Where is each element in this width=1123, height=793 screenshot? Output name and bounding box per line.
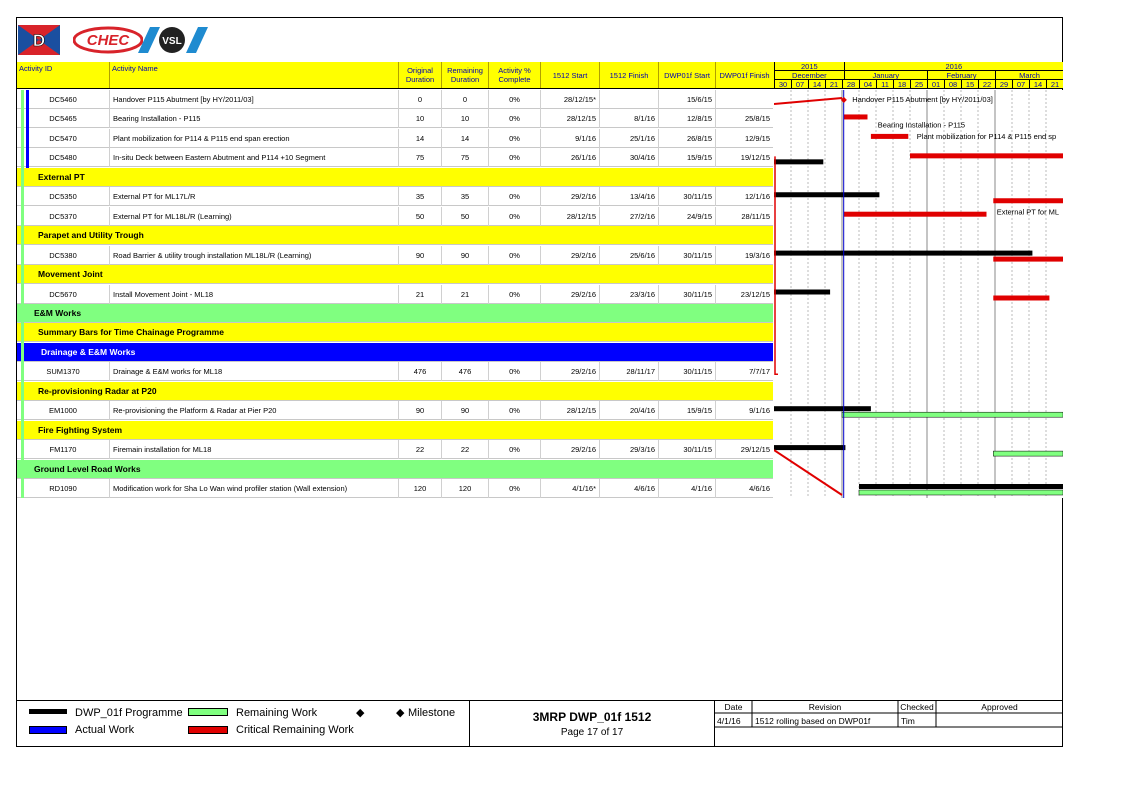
dwp-finish bbox=[715, 90, 773, 109]
start-1512: 28/12/15 bbox=[540, 207, 599, 226]
start-1512: 9/1/16 bbox=[540, 129, 599, 148]
start-1512: 29/2/16 bbox=[540, 187, 599, 206]
start-1512: 28/12/15 bbox=[540, 401, 599, 420]
group-header-row[interactable] bbox=[17, 304, 773, 323]
group-header-row[interactable] bbox=[17, 421, 773, 440]
group-title: E&M Works bbox=[34, 307, 82, 318]
chec-logo bbox=[73, 25, 143, 55]
finish-1512 bbox=[599, 90, 658, 109]
start-1512: 28/12/15 bbox=[540, 109, 599, 128]
activity-name: Road Barrier & utility trough installation ML18L/R (Learning) bbox=[109, 246, 398, 265]
group-header-row[interactable] bbox=[17, 343, 773, 362]
group-title: Re-provisioning Radar at P20 bbox=[38, 385, 157, 396]
activity-name: External PT for ML17L/R bbox=[109, 187, 398, 206]
activity-name: External PT for ML18L/R (Learning) bbox=[109, 207, 398, 226]
percent-complete: 0% bbox=[488, 401, 540, 420]
table-row[interactable] bbox=[17, 207, 773, 226]
remaining-duration: 14 bbox=[441, 129, 488, 148]
week-14: 07 bbox=[1012, 80, 1029, 89]
legend-critical-label: Critical Remaining Work bbox=[236, 724, 354, 736]
original-duration: 50 bbox=[398, 207, 441, 226]
activity-name: Install Movement Joint - ML18 bbox=[109, 285, 398, 304]
table-row[interactable] bbox=[17, 362, 773, 381]
page-number: Page 17 of 17 bbox=[560, 727, 624, 738]
gantt-bar-label: Plant mobilization for P114 & P115 end sp bbox=[916, 131, 1057, 141]
group-title: Drainage & E&M Works bbox=[41, 346, 136, 357]
start-1512: 29/2/16 bbox=[540, 362, 599, 381]
legend-dwp-swatch bbox=[29, 709, 67, 714]
remaining-duration: 476 bbox=[441, 362, 488, 381]
remaining-duration: 90 bbox=[441, 401, 488, 420]
group-title: Summary Bars for Time Chainage Programme bbox=[38, 327, 224, 338]
finish-1512: 13/4/16 bbox=[599, 187, 658, 206]
activity-name: In-situ Deck between Eastern Abutment and P114 +10 Segment bbox=[109, 148, 398, 167]
group-title: Parapet and Utility Trough bbox=[38, 230, 144, 241]
original-duration: 14 bbox=[398, 129, 441, 148]
gantt-bar bbox=[844, 114, 868, 119]
year-2015: 2015 bbox=[774, 62, 844, 71]
week-15: 14 bbox=[1029, 80, 1046, 89]
finish-1512: 20/4/16 bbox=[599, 401, 658, 420]
gantt-bar bbox=[774, 290, 830, 295]
week-1: 07 bbox=[791, 80, 808, 89]
finish-1512: 25/6/16 bbox=[599, 246, 658, 265]
svg-text:VSL: VSL bbox=[162, 36, 182, 47]
dwp-start: 12/8/15 bbox=[658, 109, 715, 128]
activity-id: DC5350 bbox=[49, 192, 77, 202]
remaining-duration: 22 bbox=[441, 440, 488, 459]
gantt-bar-label: Handover P115 Abutment [by HY/2011/03] bbox=[852, 95, 993, 104]
legend-remaining-label: Remaining Work bbox=[236, 707, 318, 719]
gantt-bar bbox=[993, 296, 1049, 301]
remaining-duration: 75 bbox=[441, 148, 488, 167]
col-dwp01f-finish[interactable]: DWP01f Finish bbox=[715, 62, 773, 88]
group-header-row[interactable] bbox=[17, 226, 773, 245]
month-3: March bbox=[995, 71, 1063, 80]
legend-milestone-label: Milestone bbox=[408, 707, 456, 719]
gantt-bar-label: External PT for ML bbox=[996, 207, 1060, 217]
gantt-bar bbox=[993, 198, 1063, 203]
dwp-finish: 4/6/16 bbox=[715, 479, 773, 498]
group-header-row[interactable] bbox=[17, 382, 773, 401]
original-duration: 22 bbox=[398, 440, 441, 459]
group-title: Fire Fighting System bbox=[38, 424, 123, 435]
activity-name: Drainage & E&M works for ML18 bbox=[109, 362, 398, 381]
revision-date: 4/1/16 bbox=[717, 716, 741, 726]
gantt-bar bbox=[774, 159, 823, 164]
percent-complete: 0% bbox=[488, 187, 540, 206]
gantt-bar bbox=[844, 212, 987, 217]
group-header-row[interactable] bbox=[17, 265, 773, 284]
group-header-row[interactable] bbox=[17, 323, 773, 342]
dwp-start: 15/6/15 bbox=[658, 90, 715, 109]
revision-description: 1512 rolling based on DWP01f bbox=[755, 716, 871, 726]
remaining-duration: 10 bbox=[441, 109, 488, 128]
activity-name: Modification work for Sha Lo Wan wind profiler station (Wall extension) bbox=[109, 479, 398, 498]
week-0: 30 bbox=[774, 80, 791, 89]
activity-name: Firemain installation for ML18 bbox=[109, 440, 398, 459]
month-2: February bbox=[927, 71, 995, 80]
activity-id: DC5480 bbox=[49, 153, 77, 163]
activity-id: DC5370 bbox=[49, 211, 77, 221]
month-1: January bbox=[844, 71, 927, 80]
revision-checked: Tim bbox=[901, 716, 915, 726]
legend-remaining-swatch bbox=[188, 708, 228, 716]
week-5: 04 bbox=[859, 80, 876, 89]
approved-header: Approved bbox=[981, 702, 1018, 712]
gantt-bar bbox=[993, 257, 1063, 262]
table-row[interactable] bbox=[17, 187, 773, 206]
legend-dwp-label: DWP_01f Programme bbox=[75, 707, 183, 719]
original-duration: 21 bbox=[398, 285, 441, 304]
original-duration: 90 bbox=[398, 401, 441, 420]
date-header: Date bbox=[724, 702, 743, 712]
week-3: 21 bbox=[825, 80, 842, 89]
table-row[interactable] bbox=[17, 479, 773, 498]
dwp-finish: 29/12/15 bbox=[715, 440, 773, 459]
week-7: 18 bbox=[893, 80, 910, 89]
month-0: December bbox=[774, 71, 844, 80]
activity-name: Handover P115 Abutment [by HY/2011/03] bbox=[109, 90, 398, 109]
gantt-bar-label: Bearing Installation - P115 bbox=[877, 120, 966, 130]
table-row[interactable] bbox=[17, 440, 773, 459]
week-10: 08 bbox=[944, 80, 961, 89]
finish-1512: 30/4/16 bbox=[599, 148, 658, 167]
revision-header: Revision bbox=[808, 702, 842, 712]
svg-text:D: D bbox=[32, 31, 46, 50]
col-original-duration[interactable]: Original Duration bbox=[398, 62, 441, 88]
year-2016: 2016 bbox=[844, 62, 1063, 71]
gantt-bar bbox=[774, 251, 1032, 256]
activity-id: DC5380 bbox=[49, 250, 77, 260]
dwp-finish: 19/12/15 bbox=[715, 148, 773, 167]
col-1512-finish[interactable]: 1512 Finish bbox=[599, 62, 658, 88]
dwp-start: 30/11/15 bbox=[658, 285, 715, 304]
group-title: Movement Joint bbox=[38, 269, 103, 280]
gantt-bar bbox=[774, 192, 879, 197]
finish-1512: 27/2/16 bbox=[599, 207, 658, 226]
activity-id: FM1170 bbox=[49, 445, 77, 455]
remaining-duration: 120 bbox=[441, 479, 488, 498]
finish-1512: 25/1/16 bbox=[599, 129, 658, 148]
dwp-start: 30/11/15 bbox=[658, 362, 715, 381]
svg-text:CHEC: CHEC bbox=[86, 32, 130, 49]
remaining-duration: 90 bbox=[441, 246, 488, 265]
table-row[interactable] bbox=[17, 401, 773, 420]
col-activity-complete[interactable]: Activity % Complete bbox=[488, 62, 540, 88]
remaining-duration: 35 bbox=[441, 187, 488, 206]
finish-1512: 8/1/16 bbox=[599, 109, 658, 128]
activity-name: Plant mobilization for P114 & P115 end span erection bbox=[109, 129, 398, 148]
week-16: 21 bbox=[1046, 80, 1063, 89]
dwp-finish: 25/8/15 bbox=[715, 109, 773, 128]
finish-1512: 4/6/16 bbox=[599, 479, 658, 498]
percent-complete: 0% bbox=[488, 246, 540, 265]
week-9: 01 bbox=[927, 80, 944, 89]
remaining-duration: 50 bbox=[441, 207, 488, 226]
percent-complete: 0% bbox=[488, 129, 540, 148]
activity-name: Bearing Installation - P115 bbox=[109, 109, 398, 128]
week-13: 29 bbox=[995, 80, 1012, 89]
percent-complete: 0% bbox=[488, 109, 540, 128]
gantt-bar bbox=[859, 490, 1063, 495]
table-row[interactable] bbox=[17, 285, 773, 304]
dwp-finish: 12/9/15 bbox=[715, 129, 773, 148]
start-1512: 29/2/16 bbox=[540, 440, 599, 459]
percent-complete: 0% bbox=[488, 285, 540, 304]
dwp-start: 15/9/15 bbox=[658, 148, 715, 167]
group-header-row[interactable] bbox=[17, 168, 773, 187]
start-1512: 4/1/16* bbox=[540, 479, 599, 498]
remaining-duration: 0 bbox=[441, 90, 488, 109]
logic-link bbox=[774, 450, 842, 495]
original-duration: 476 bbox=[398, 362, 441, 381]
gantt-bar bbox=[774, 445, 845, 450]
original-duration: 35 bbox=[398, 187, 441, 206]
gantt-bar bbox=[871, 134, 908, 139]
gantt-bar bbox=[910, 153, 1063, 158]
table-row[interactable] bbox=[17, 148, 773, 167]
original-duration: 0 bbox=[398, 90, 441, 109]
dwp-finish: 19/3/16 bbox=[715, 246, 773, 265]
dwp-start: 30/11/15 bbox=[658, 246, 715, 265]
legend-milestone-icon: ◆ bbox=[396, 707, 405, 719]
original-duration: 75 bbox=[398, 148, 441, 167]
finish-1512: 28/11/17 bbox=[599, 362, 658, 381]
week-2: 14 bbox=[808, 80, 825, 89]
dwp-finish: 12/1/16 bbox=[715, 187, 773, 206]
original-duration: 90 bbox=[398, 246, 441, 265]
finish-1512: 23/3/16 bbox=[599, 285, 658, 304]
dwp-start: 24/9/15 bbox=[658, 207, 715, 226]
wbs-indent-bar-blue bbox=[26, 90, 29, 168]
logic-link bbox=[775, 156, 778, 374]
activity-id: RD1090 bbox=[49, 484, 77, 493]
milestone-marker: ◆ bbox=[840, 95, 847, 104]
activity-id: DC5465 bbox=[49, 114, 77, 124]
gantt-bar bbox=[842, 412, 1063, 417]
original-duration: 120 bbox=[398, 479, 441, 498]
percent-complete: 0% bbox=[488, 148, 540, 167]
week-6: 11 bbox=[876, 80, 893, 89]
start-1512: 29/2/16 bbox=[540, 246, 599, 265]
original-duration: 10 bbox=[398, 109, 441, 128]
d-logo bbox=[18, 25, 60, 55]
checked-header: Checked bbox=[900, 702, 934, 712]
table-row[interactable] bbox=[17, 109, 773, 128]
dwp-start: 30/11/15 bbox=[658, 440, 715, 459]
week-8: 25 bbox=[910, 80, 927, 89]
activity-id: DC5470 bbox=[49, 133, 77, 143]
activity-id: DC5460 bbox=[49, 95, 77, 104]
legend-milestone-icon-a: ◆ bbox=[356, 707, 365, 719]
percent-complete: 0% bbox=[488, 362, 540, 381]
dwp-start: 26/8/15 bbox=[658, 129, 715, 148]
dwp-finish: 23/12/15 bbox=[715, 285, 773, 304]
percent-complete: 0% bbox=[488, 479, 540, 498]
percent-complete: 0% bbox=[488, 440, 540, 459]
start-1512: 28/12/15* bbox=[540, 90, 599, 109]
gantt-timescale bbox=[774, 62, 1063, 89]
dwp-start: 4/1/16 bbox=[658, 479, 715, 498]
remaining-duration: 21 bbox=[441, 285, 488, 304]
group-title: Ground Level Road Works bbox=[34, 463, 141, 474]
start-1512: 29/2/16 bbox=[540, 285, 599, 304]
activity-id: EM1000 bbox=[49, 406, 77, 416]
activity-name: Re-provisioning the Platform & Radar at Pier P20 bbox=[109, 401, 398, 420]
legend-critical-swatch bbox=[188, 726, 228, 734]
col-remaining-duration[interactable]: Remaining Duration bbox=[441, 62, 488, 88]
legend-actual-swatch bbox=[29, 726, 67, 734]
activity-id: SUM1370 bbox=[46, 367, 80, 377]
week-11: 15 bbox=[961, 80, 978, 89]
dwp-start: 15/9/15 bbox=[658, 401, 715, 420]
percent-complete: 0% bbox=[488, 90, 540, 109]
gantt-bar bbox=[859, 484, 1063, 489]
finish-1512: 29/3/16 bbox=[599, 440, 658, 459]
gantt-bar bbox=[993, 451, 1063, 456]
table-row[interactable] bbox=[17, 90, 773, 109]
col-1512-start[interactable]: 1512 Start bbox=[540, 62, 599, 88]
wbs-indent-bar bbox=[21, 90, 24, 498]
col-dwp01f-start[interactable]: DWP01f Start bbox=[658, 62, 715, 88]
gantt-bar bbox=[774, 406, 871, 411]
start-1512: 26/1/16 bbox=[540, 148, 599, 167]
activity-id: DC5670 bbox=[49, 289, 77, 299]
col-activity-id[interactable]: Activity ID bbox=[19, 64, 53, 73]
dwp-start: 30/11/15 bbox=[658, 187, 715, 206]
dwp-finish: 9/1/16 bbox=[715, 401, 773, 420]
legend-actual-label: Actual Work bbox=[75, 724, 135, 736]
dwp-finish: 28/11/15 bbox=[715, 207, 773, 226]
table-row[interactable] bbox=[17, 246, 773, 265]
group-header-row[interactable] bbox=[17, 460, 773, 479]
table-row[interactable] bbox=[17, 129, 773, 148]
programme-title: 3MRP DWP_01f 1512 bbox=[532, 710, 652, 724]
percent-complete: 0% bbox=[488, 207, 540, 226]
dwp-finish: 7/7/17 bbox=[715, 362, 773, 381]
week-4: 28 bbox=[842, 80, 859, 89]
week-12: 22 bbox=[978, 80, 995, 89]
col-activity-name[interactable]: Activity Name bbox=[109, 62, 398, 88]
gantt-bars bbox=[774, 90, 1063, 500]
group-title: External PT bbox=[38, 171, 85, 182]
vsl-logo bbox=[138, 25, 208, 55]
